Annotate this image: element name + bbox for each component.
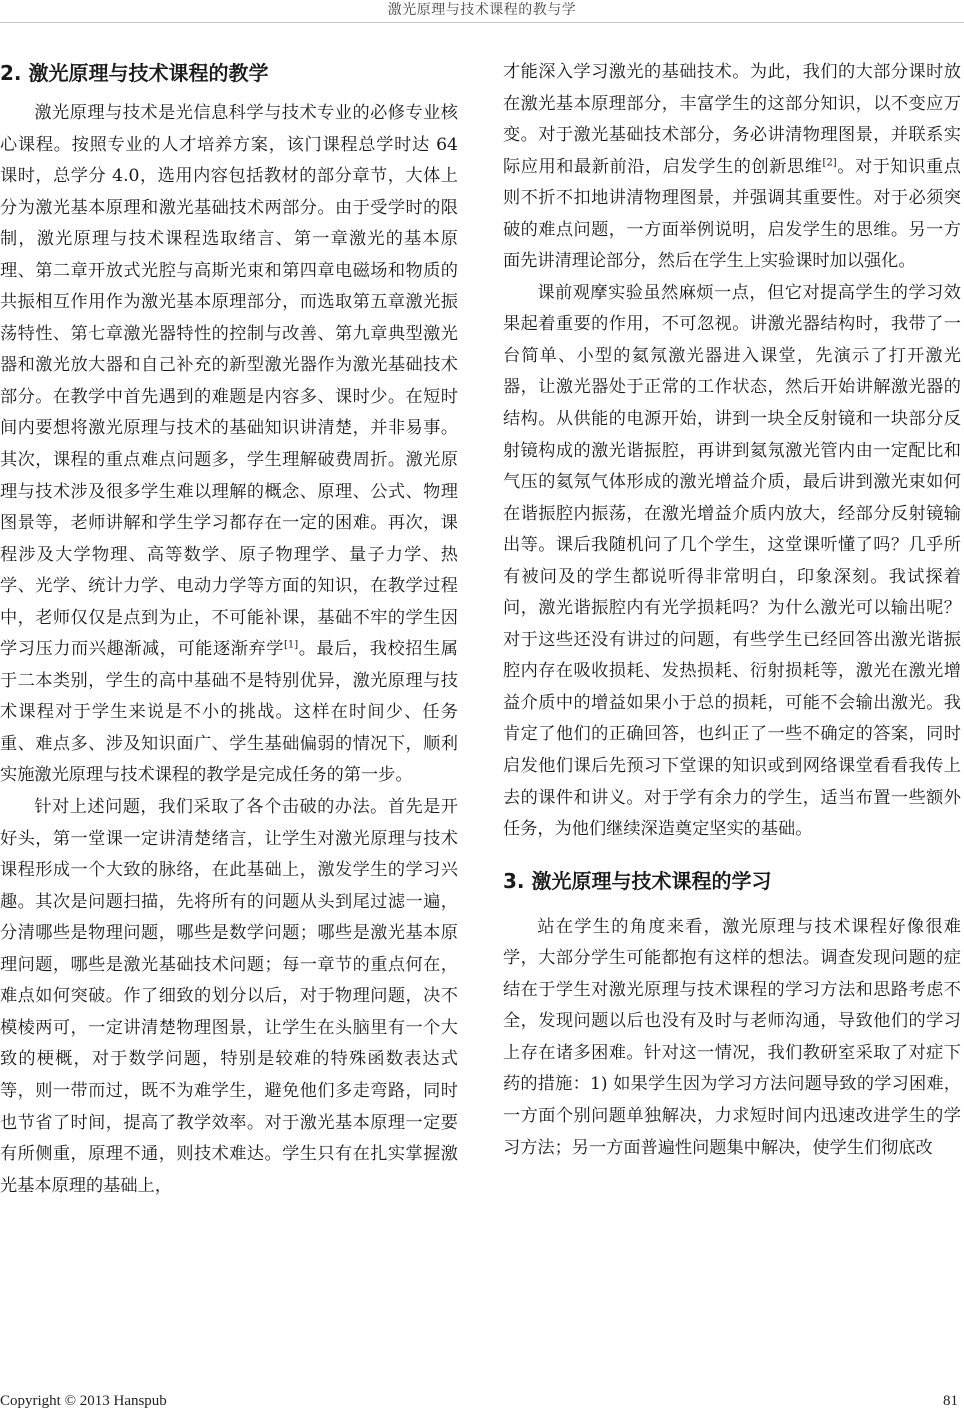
paragraph-text: 激光原理与技术是光信息科学与技术专业的必修专业核心课程。按照专业的人才培养方案，该门课程总学时达 64 课时，总学分 4.0，选用内容包括教材的部分章节，大体上分为激光基本原理和激光基础技术两部分。由于受学时的限制，激光原理与技术课程选取绪言、第一章激光的基本原理、第二章开放式光腔与高斯光束和第四章电磁场和物质的共振相互作用作为激光基本原理部分，而选取第五章激光振荡特性、第七章激光器特性的控制与改善、第九章典型激光器和激光放大器和自己补充的新型激光器作为激光基础技术部分。在教学中首先遇到的难题是内容多、课时少。在短时间内要想将激光原理与技术的基础知识讲清楚，并非易事。其次，课程的重点难点问题多，学生理解破费周折。激光原理与技术涉及很多学生难以理解的概念、原理、公式、物理图景等，老师讲解和学生学习都存在一定的困难。再次，课程涉及大学物理、高等数学、原子物理学、量子力学、热学、光学、统计力学、电动力学等方面的知识，在教学过程中，老师仅仅是点到为止，不可能补课，基础不牢的学生因学习压力而兴趣渐减，可能逐渐弃学	[0, 103, 458, 660]
paragraph-continued	[503, 57, 961, 278]
citation-ref-1: [1]	[284, 639, 299, 651]
paragraph-teaching-approach: 针对上述问题，我们采取了各个击破的办法。首先是开好头，第一堂课一定讲清楚绪言，让学生对激光原理与技术课程形成一个大致的脉络，在此基础上，激发学生的学习兴趣。其次是问题扫描，先将所有的问题从头到尾过滤一遍，分清哪些是物理问题，哪些是数学问题；哪些是激光基本原理问题，哪些是激光基础技术问题；每一章节的重点何在，难点如何突破。作了细致的划分以后，对于物理问题，决不模棱两可，一定讲清楚物理图景，让学生在头脑里有一个大致的梗概，对于数学问题，特别是较难的特殊函数表达式等，则一带而过，既不为难学生，避免他们多走弯路，同时也节省了时间，提高了教学效率。对于激光基本原理一定要有所侧重，原理不通，则技术难达。学生只有在扎实掌握激光基本原理的基础上，	[0, 797, 458, 1196]
section-heading-3: 3. 激光原理与技术课程的学习	[503, 868, 772, 893]
paragraph-text: 。最后，我校招生属于二本类别，学生的高中基础不是特别优异，激光原理与技术课程对于学生来说是不小的挑战。这样在时间少、任务重、难点多、涉及知识面广、学生基础偏弱的情况下，顺利实施激光原理与技术课程的教学是完成任务的第一步。	[0, 639, 458, 786]
paragraph-teaching-difficulties	[0, 98, 458, 792]
paragraph-learning: 站在学生的角度来看，激光原理与技术课程好像很难学，大部分学生可能都抱有这样的想法。调查发现问题的症结在于学生对激光原理与技术课程的学习方法和思路考虑不全，发现问题以后也没有及时与老师沟通，导致他们的学习上存在诸多困难。针对这一情况，我们教研室采取了对症下药的措施：1) 如果学生因为学习方法问题导致的学习困难，一方面个别问题单独解决，力求短时间内迅速改进学生的学习方法；另一方面普遍性问题集中解决，使学生们彻底改	[503, 916, 961, 1158]
running-header: 激光原理与技术课程的教与学	[387, 2, 577, 18]
left-column	[0, 52, 458, 1202]
page-number: 81	[943, 1393, 958, 1409]
right-column	[503, 57, 961, 1164]
section-heading-2: 2. 激光原理与技术课程的教学	[0, 61, 269, 85]
paragraph-text: 才能深入学习激光的基础技术。为此，我们的大部分课时放在激光基本原理部分，丰富学生的这部分知识，以不变应万变。对于激光基础技术部分，务必讲清物理图景，并联系实际应用和最新前沿，启发学生的创新思维	[503, 62, 961, 177]
header-divider	[0, 22, 964, 23]
page-footer	[0, 1390, 964, 1414]
copyright-notice: Copyright © 2013 Hanspub	[0, 1393, 167, 1409]
paragraph-text: 。对于知识重点则不折不扣地讲清物理图景，并强调其重要性。对于必须突破的难点问题，一方面举例说明，启发学生的思维。另一方面先讲清理论部分，然后在学生上实验课时加以强化。	[503, 156, 961, 272]
paragraph-demo-experiment: 课前观摩实验虽然麻烦一点，但它对提高学生的学习效果起着重要的作用，不可忽视。讲激光器结构时，我带了一台简单、小型的氦氖激光器进入课堂，先演示了打开激光器，让激光器处于正常的工作状态，然后开始讲解激光器的结构。从供能的电源开始，讲到一块全反射镜和一块部分反射镜构成的激光谐振腔，再讲到氦氖激光管内由一定配比和气压的氦氖气体形成的激光增益介质，最后讲到激光束如何在谐振腔内振荡，在激光增益介质内放大，经部分反射镜输出等。课后我随机问了几个学生，这堂课听懂了吗？几乎所有被问及的学生都说听得非常明白，印象深刻。我试探着问，激光谐振腔内有光学损耗吗？为什么激光可以输出呢？对于这些还没有讲过的问题，有些学生已经回答出激光谐振腔内存在吸收损耗、发热损耗、衍射损耗等，激光在激光增益介质中的增益如果小于总的损耗，可能不会输出激光。我肯定了他们的正确回答，也纠正了一些不确定的答案，同时启发他们课后先预习下堂课的知识或到网络课堂看看我传上去的课件和讲义。对于学有余力的学生，适当布置一些额外任务，为他们继续深造奠定坚实的基础。	[503, 282, 961, 840]
citation-ref-2: [2]	[822, 156, 837, 168]
